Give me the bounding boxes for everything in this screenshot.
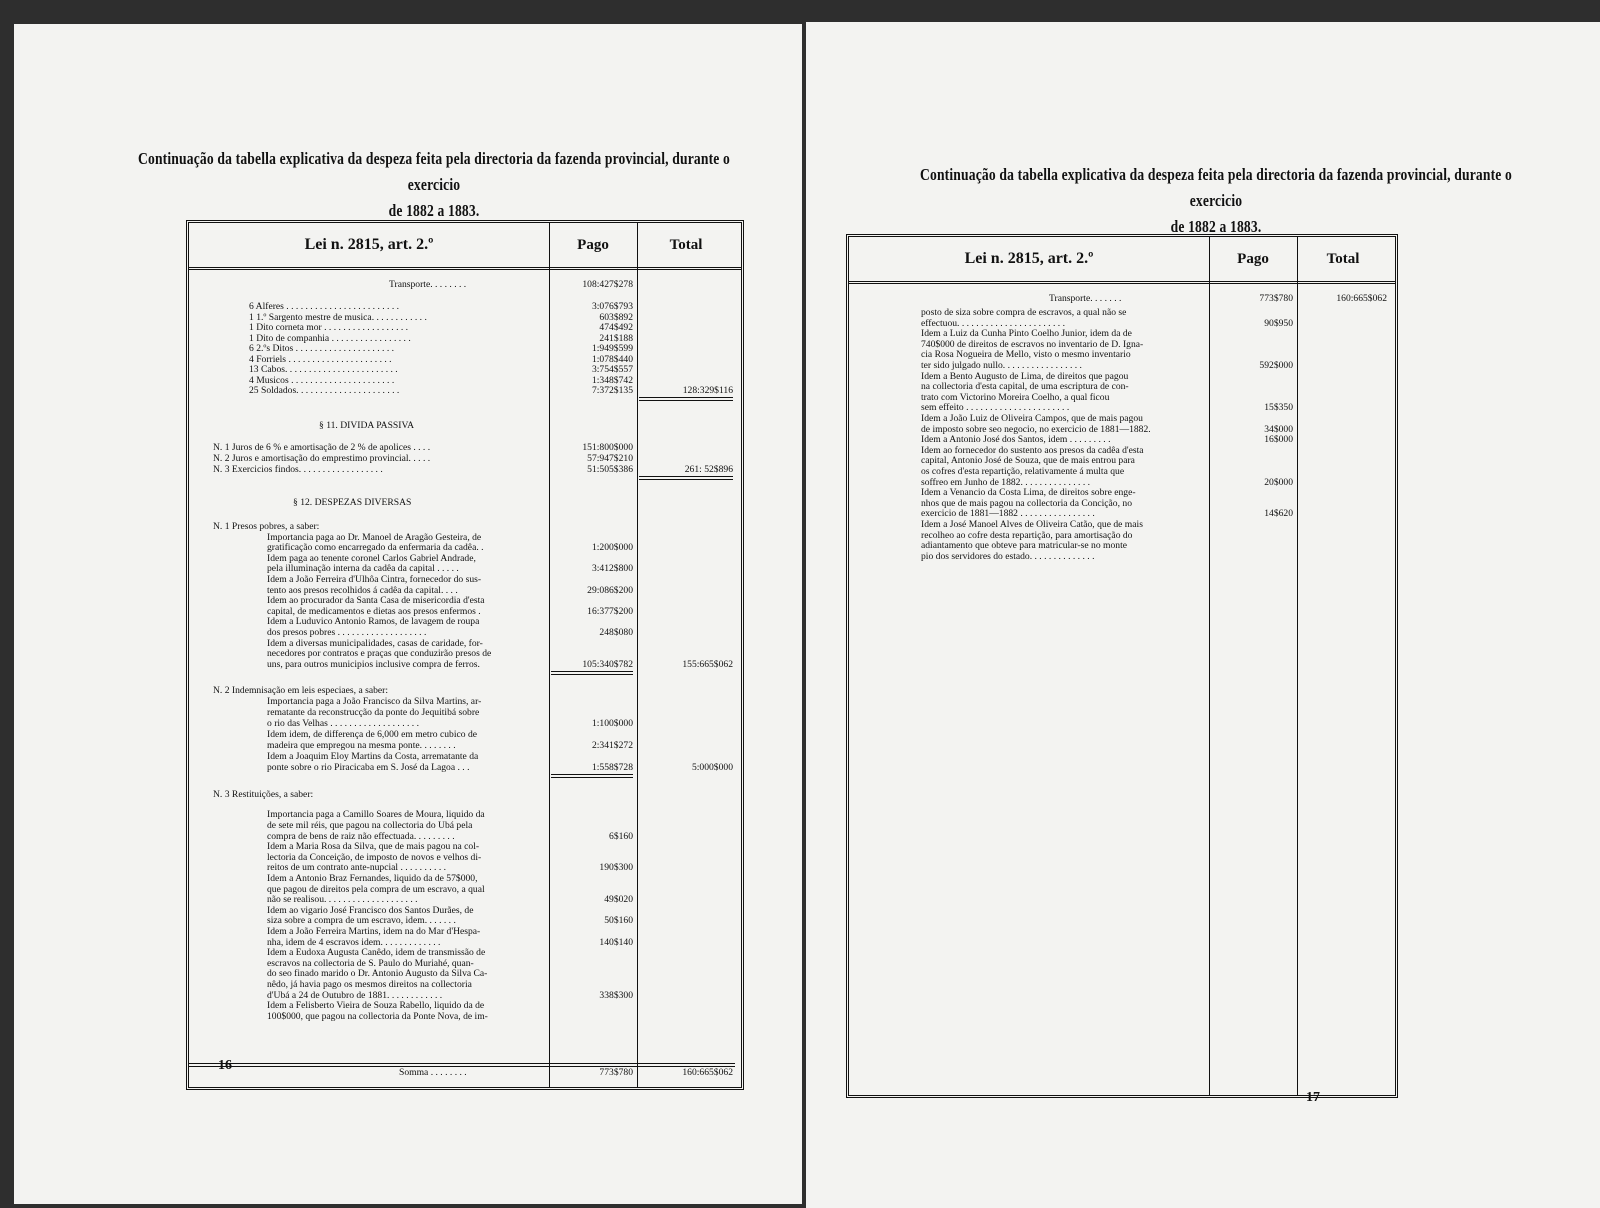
desc-line: trato com Victorino Moreira Coelho, a qual ficou xyxy=(921,391,1110,403)
staff-row: 4 Musicos . . . . . . . . . . . . . . . . . . . . . . xyxy=(249,374,395,386)
desc-line: Idem ao vigario José Francisco dos Santos Durães, de xyxy=(267,904,474,916)
debt-pago: 57:947$210 xyxy=(587,452,633,464)
desc-line: ter sido julgado nullo. . . . . . . . . . . . . . . . . xyxy=(921,360,1082,371)
right-heading-line2: de 1882 a 1883. xyxy=(1170,217,1262,236)
page-number: 16 xyxy=(218,1058,232,1073)
right-table-body xyxy=(849,285,1395,1095)
desc-line: compra de bens de raiz não effectuada. . . . . . . . . xyxy=(267,830,455,842)
col-desc-header: Lei n. 2815, art. 2.º xyxy=(304,236,434,253)
staff-pago: 1:078$440 xyxy=(591,353,633,365)
desc-line: Idem a Luiz da Cunha Pinto Coelho Junior, idem da de xyxy=(921,328,1132,340)
pago-value: 49$020 xyxy=(604,894,633,906)
pago-value: 3:412$800 xyxy=(591,563,633,575)
group-total: 5:000$000 xyxy=(691,762,733,774)
desc-line: rematante da reconstrucção da ponte do Jequitibá sobre xyxy=(267,707,480,719)
desc-line: necedores por contratos e praças que conduzirão presos de xyxy=(267,648,492,660)
pago-value: 190$300 xyxy=(599,862,633,874)
right-heading xyxy=(912,162,1520,240)
desc-line: Idem paga ao tenente coronel Carlos Gabriel Andrade, xyxy=(267,552,476,564)
staff-pago: 3:754$557 xyxy=(591,364,633,375)
staff-pago: 1:348$742 xyxy=(591,374,633,386)
desc-line: que pagou de direitos pela compra de um escravo, a qual xyxy=(267,883,485,895)
right-table xyxy=(846,234,1398,1098)
pago-value: 90$950 xyxy=(1264,317,1293,329)
desc-line: sem effeito . . . . . . . . . . . . . . . . . . . . . . xyxy=(921,402,1070,414)
staff-row: 1 1.º Sargento mestre de musica. . . . . . . . . . . . xyxy=(249,311,427,323)
staff-row: 6 Alferes . . . . . . . . . . . . . . . . . . . . . . . . xyxy=(249,301,400,312)
group-title: N. 2 Indemnisação em leis especiaes, a saber: xyxy=(213,685,389,697)
desc-line: não se realisou. . . . . . . . . . . . . . . . . . . . xyxy=(267,894,418,906)
staff-row: 13 Cabos. . . . . . . . . . . . . . . . . . . . . . . . xyxy=(249,364,398,375)
desc-line: Importancia paga ao Dr. Manoel de Aragão Gesteira, de xyxy=(267,531,482,543)
pago-value: 16:377$200 xyxy=(587,605,633,617)
right-table-header xyxy=(849,237,1395,284)
pago-value: 29:086$200 xyxy=(587,584,633,596)
transporte-pago: 108:427$278 xyxy=(582,279,633,290)
somma-label: Somma . . . . . . . . xyxy=(399,1067,467,1078)
desc-line: soffreo em Junho de 1882. . . . . . . . . . . . . . . xyxy=(921,476,1091,488)
pago-value: 248$080 xyxy=(599,626,633,638)
debt-pago: 51:505$386 xyxy=(587,463,633,475)
pago-value: 140$140 xyxy=(599,936,633,948)
desc-line: Idem a João Ferreira Martins, idem na do Mar d'Hespa- xyxy=(267,925,481,937)
desc-line: d'Ubá a 24 de Outubro de 1881. . . . . . . . . . . . xyxy=(267,989,443,1001)
left-heading-line1: Continuação da tabella explicativa da despeza feita pela directoria da fazenda provincial, durante o exercicio xyxy=(138,149,730,194)
sum-rule xyxy=(639,397,733,401)
desc-line: Idem a João Luiz de Oliveira Campos, que de mais pagou xyxy=(921,413,1143,424)
desc-line: Importancia paga a João Francisco da Silva Martins, ar- xyxy=(267,696,482,708)
staff-row: 1 Dito corneta mor . . . . . . . . . . . . . . . . . . xyxy=(249,322,409,333)
col-total-header: Total xyxy=(1326,251,1360,267)
desc-line: Idem a Maria Rosa da Silva, que de mais pagou na col- xyxy=(267,841,480,853)
staff-row: 25 Soldados. . . . . . . . . . . . . . . . . . . . . . xyxy=(249,385,400,396)
desc-line: uns, para outros municipios inclusive compra de ferros. xyxy=(267,658,480,670)
desc-line: escravos na collectoria de S. Paulo do Muriahé, quan- xyxy=(267,957,474,969)
desc-line: pio dos servidores do estado. . . . . . . . . . . . . . xyxy=(921,550,1095,562)
staff-row: 4 Forriels . . . . . . . . . . . . . . . . . . . . . . xyxy=(249,353,392,365)
staff-pago: 3:076$793 xyxy=(591,301,633,312)
somma-total: 160:665$062 xyxy=(682,1067,733,1078)
desc-line: capital, de medicamentos e dietas aos presos enfermos . xyxy=(267,605,481,617)
desc-line: nha, idem de 4 escravos idem. . . . . . . . . . . . . xyxy=(267,936,441,948)
debt-pago: 151:800$000 xyxy=(582,441,633,453)
desc-line: Idem a Eudoxa Augusta Canêdo, idem de transmissão de xyxy=(267,947,486,959)
page-number: 17 xyxy=(1306,1090,1320,1105)
desc-line: na collectoria d'esta capital, de uma escriptura de con- xyxy=(921,381,1129,393)
desc-line: Idem a Venancio da Costa Lima, de direitos sobre enge- xyxy=(921,487,1136,499)
pago-value: 1:200$000 xyxy=(591,542,633,554)
transporte-label: Transporte. . . . . . . . xyxy=(389,279,467,290)
desc-line: Importancia paga a Camillo Soares de Moura, liquido da xyxy=(267,809,485,821)
desc-line: de imposto sobre seo negocio, no exercicio de 1881—1882. xyxy=(921,423,1151,435)
sum-rule xyxy=(551,671,633,675)
staff-total: 128:329$116 xyxy=(682,385,733,396)
desc-line: cia Rosa Nogueira de Mello, visto o mesmo inventario xyxy=(921,349,1131,361)
desc-line: Idem a Felisberto Vieira de Souza Rabello, liquido da de xyxy=(267,1000,485,1012)
staff-pago: 603$892 xyxy=(599,311,633,323)
staff-pago: 1:949$599 xyxy=(591,343,633,354)
desc-line: Idem ao procurador da Santa Casa de misericordia d'esta xyxy=(267,595,485,607)
desc-line: posto de siza sobre compra de escravos, a qual não se xyxy=(921,307,1127,318)
desc-line: Idem a diversas municipalidades, casas de caridade, for- xyxy=(267,637,483,649)
section-title: § 11. DIVIDA PASSIVA xyxy=(319,419,415,431)
transporte-label: Transporte. . . . . . . xyxy=(1049,293,1122,304)
desc-line: 100$000, que pagou na collectoria da Ponte Nova, de im- xyxy=(267,1010,488,1022)
staff-pago: 7:372$135 xyxy=(591,385,633,396)
desc-line: Idem idem, de differença de 6,000 em metro cubico de xyxy=(267,729,478,741)
desc-line: Idem a Antonio Braz Fernandes, liquido da de 57$000, xyxy=(267,872,478,884)
desc-line: o rio das Velhas . . . . . . . . . . . . . . . . . . . xyxy=(267,718,419,730)
pago-value: 16$000 xyxy=(1264,434,1293,446)
desc-line: reitos de um contrato ante-nupcial . . . . . . . . . . xyxy=(267,862,447,874)
desc-line: Idem ao fornecedor do sustento aos presos da cadêa d'esta xyxy=(921,444,1144,456)
desc-line: Idem a José Manoel Alves de Oliveira Catão, que de mais xyxy=(921,519,1143,530)
transporte-total: 160:665$062 xyxy=(1336,293,1387,304)
left-table-body xyxy=(189,271,741,1087)
desc-line: adiantamento que obteve para matricular-se no monte xyxy=(921,540,1127,552)
desc-line: Idem a João Ferreira d'Ulhôa Cintra, fornecedor do sus- xyxy=(267,573,482,585)
pago-value: 15$350 xyxy=(1264,402,1293,414)
pago-value: 6$160 xyxy=(609,830,633,842)
sum-rule xyxy=(551,774,633,778)
staff-pago: 241$188 xyxy=(599,332,633,344)
desc-line: Idem a Luduvico Antonio Ramos, de lavagem de roupa xyxy=(267,616,480,628)
col-pago-header: Pago xyxy=(1237,251,1269,267)
col-pago-header: Pago xyxy=(577,237,609,253)
left-page xyxy=(14,24,802,1204)
debt-row: N. 1 Juros de 6 % e amortisação de 2 % de apolices . . . . xyxy=(213,441,431,453)
desc-line: tento aos presos recolhidos á cadêa da capital. . . . xyxy=(267,584,458,596)
somma-pago: 773$780 xyxy=(599,1067,633,1078)
desc-line: Idem a Antonio José dos Santos, idem . . . . . . . . . xyxy=(921,434,1111,446)
section-title: § 12. DESPEZAS DIVERSAS xyxy=(293,496,412,508)
group-total: 155:665$062 xyxy=(682,658,733,670)
group-title: N. 1 Presos pobres, a saber: xyxy=(213,520,320,532)
debt-row: N. 2 Juros e amortisação do emprestimo provincial. . . . . xyxy=(213,452,431,464)
desc-line: pela illuminação interna da cadêa da capital . . . . . xyxy=(267,563,459,575)
pago-value: 1:100$000 xyxy=(591,718,633,730)
desc-line: capital, Antonio José de Souza, que de mais entrou para xyxy=(921,455,1135,467)
pago-value: 105:340$782 xyxy=(582,658,633,670)
desc-line: do seo finado marido o Dr. Antonio Augusto da Silva Ca- xyxy=(267,968,488,980)
desc-line: siza sobre a compra de um escravo, idem. . . . . . . xyxy=(267,915,456,927)
staff-row: 6 2.ºs Ditos . . . . . . . . . . . . . . . . . . . . . xyxy=(249,343,395,354)
desc-line: lectoria da Conceição, de imposto de novos e velhos di- xyxy=(267,851,482,863)
debt-total: 261: 52$896 xyxy=(684,463,733,475)
desc-line: madeira que empregou na mesma ponte. . . . . . . . xyxy=(267,740,456,752)
desc-line: exercicio de 1881—1882 . . . . . . . . . . . . . . . . xyxy=(921,508,1095,520)
desc-line: nhos que de mais pagou na collectoria da Concição, no xyxy=(921,497,1132,509)
desc-line: os cofres d'esta repartição, relativamente á multa que xyxy=(921,466,1125,477)
desc-line: gratificação como encarregado da enfermaria da cadêa. . xyxy=(267,542,484,554)
left-heading xyxy=(130,146,738,224)
pago-value: 1:558$728 xyxy=(591,762,633,774)
left-heading-line2: de 1882 a 1883. xyxy=(388,201,480,220)
pago-value: 592$000 xyxy=(1259,360,1293,371)
pago-value: 34$000 xyxy=(1264,423,1293,435)
transporte-pago: 773$780 xyxy=(1259,293,1293,304)
debt-row: N. 3 Exercicios findos. . . . . . . . . . . . . . . . . . xyxy=(213,463,383,475)
right-heading-line1: Continuação da tabella explicativa da despeza feita pela directoria da fazenda provincial, durante o exercicio xyxy=(920,165,1512,210)
left-table xyxy=(186,220,744,1090)
desc-line: Idem a Joaquim Eloy Martins da Costa, arrematante da xyxy=(267,751,479,763)
pago-value: 20$000 xyxy=(1264,476,1293,488)
pago-value: 2:341$272 xyxy=(591,740,633,752)
pago-value: 14$620 xyxy=(1264,508,1293,520)
sum-rule xyxy=(639,476,733,480)
desc-line: recolheo ao cofre desta repartição, para amortisação do xyxy=(921,529,1133,541)
desc-line: de sete mil réis, que pagou na collectoria do Ubá pela xyxy=(267,819,473,831)
desc-line: Idem a Bento Augusto de Lima, de direitos que pagou xyxy=(921,370,1129,382)
pago-value: 338$300 xyxy=(599,989,633,1001)
col-total-header: Total xyxy=(669,237,703,253)
left-table-header xyxy=(189,223,741,270)
group-title: N. 3 Restituições, a saber: xyxy=(213,789,314,801)
staff-pago: 474$492 xyxy=(599,322,633,333)
staff-row: 1 Dito de companhia . . . . . . . . . . . . . . . . . xyxy=(249,332,411,344)
desc-line: ponte sobre o rio Piracicaba em S. José da Lagoa . . . xyxy=(267,762,470,774)
col-desc-header: Lei n. 2815, art. 2.º xyxy=(964,250,1094,267)
pago-value: 50$160 xyxy=(604,915,633,927)
desc-line: nêdo, já havia pago os mesmos direitos na collectoria xyxy=(267,978,472,990)
desc-line: effectuou. . . . . . . . . . . . . . . . . . . . . . . xyxy=(921,317,1065,329)
right-page xyxy=(806,22,1600,1208)
desc-line: 740$000 de direitos de escravos no inventario de D. Igna- xyxy=(921,338,1144,350)
desc-line: dos presos pobres . . . . . . . . . . . . . . . . . . . xyxy=(267,626,427,638)
